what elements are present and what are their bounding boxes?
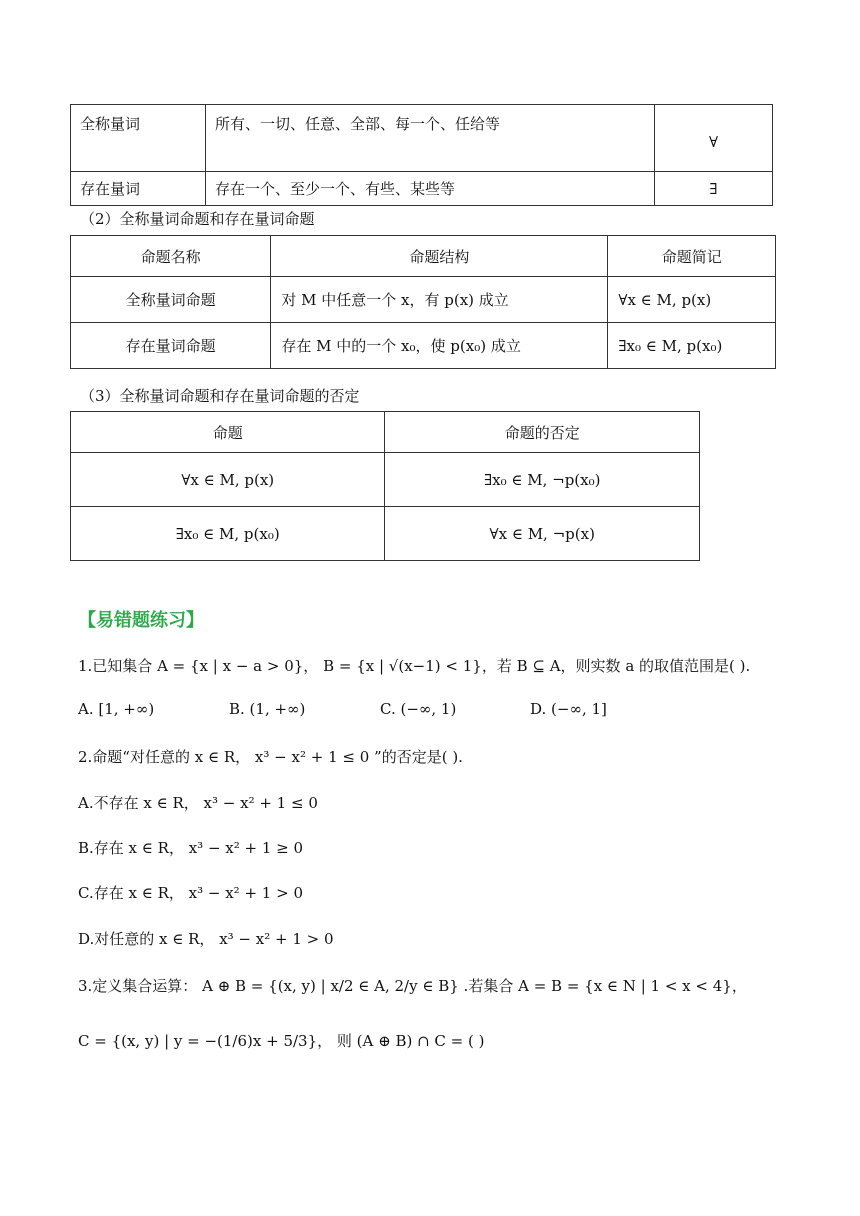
table-row [71, 105, 773, 172]
question-1-options [78, 700, 778, 718]
section-caption: （3）全称量词命题和存在量词命题的否定 [80, 387, 360, 405]
quantifier-name: 全称量词 [71, 105, 206, 172]
table-cell: ∃x₀ ∈ M, p(x₀) [71, 507, 385, 561]
question-1: 1.已知集合 A = {x | x − a > 0}， B = {x | √(x−1) < 1}，若 B ⊆ A，则实数 a 的取值范围是( ). [78, 657, 751, 675]
table-cell: ∃x₀ ∈ M, ¬p(x₀) [385, 453, 700, 507]
section-heading: 【易错题练习】 [78, 610, 204, 631]
option-c: C. (−∞, 1) [380, 700, 457, 718]
section-caption: （2）全称量词命题和存在量词命题 [80, 210, 315, 228]
table-cell: 存在量词命题 [71, 323, 271, 369]
quantifier-table [70, 104, 773, 206]
option-d: D.对任意的 x ∈ R， x³ − x² + 1 > 0 [78, 930, 334, 948]
column-header: 命题的否定 [385, 412, 700, 453]
option-a: A. [1, +∞) [78, 700, 155, 718]
table-cell: ∀x ∈ M, ¬p(x) [385, 507, 700, 561]
column-header: 命题简记 [608, 236, 776, 277]
negation-table [70, 411, 700, 561]
quantifier-words: 存在一个、至少一个、有些、某些等 [206, 172, 655, 206]
table-cell: 全称量词命题 [71, 277, 271, 323]
question-2: 2.命题“对任意的 x ∈ R， x³ − x² + 1 ≤ 0 ”的否定是( ). [78, 748, 463, 766]
column-header: 命题 [71, 412, 385, 453]
option-c: C.存在 x ∈ R， x³ − x² + 1 > 0 [78, 884, 303, 902]
table-row [71, 277, 776, 323]
table-cell: ∃x₀ ∈ M, p(x₀) [608, 323, 776, 369]
table-header-row [71, 412, 700, 453]
quantifier-symbol: ∀ [655, 105, 773, 172]
table-header-row [71, 236, 776, 277]
table-row [71, 323, 776, 369]
table-row [71, 172, 773, 206]
option-b: B. (1, +∞) [229, 700, 306, 718]
table-cell: 存在 M 中的一个 x₀，使 p(x₀) 成立 [271, 323, 608, 369]
column-header: 命题结构 [271, 236, 608, 277]
table-cell: 对 M 中任意一个 x，有 p(x) 成立 [271, 277, 608, 323]
question-3: 3.定义集合运算： A ⊕ B = {(x, y) | x/2 ∈ A, 2/y ∈ B} .若集合 A = B = {x ∈ N | 1 < x < 4}， [78, 977, 747, 995]
option-a: A.不存在 x ∈ R， x³ − x² + 1 ≤ 0 [78, 794, 318, 812]
option-d: D. (−∞, 1] [530, 700, 607, 718]
quantifier-name: 存在量词 [71, 172, 206, 206]
question-3-continued: C = {(x, y) | y = −(1/6)x + 5/3}， 则 (A ⊕ B) ∩ C = ( ) [78, 1032, 485, 1050]
table-row [71, 453, 700, 507]
quantifier-symbol: ∃ [655, 172, 773, 206]
table-cell: ∀x ∈ M, p(x) [71, 453, 385, 507]
option-b: B.存在 x ∈ R， x³ − x² + 1 ≥ 0 [78, 839, 304, 857]
table-row [71, 507, 700, 561]
table-cell: ∀x ∈ M, p(x) [608, 277, 776, 323]
column-header: 命题名称 [71, 236, 271, 277]
quantifier-words: 所有、一切、任意、全部、每一个、任给等 [206, 105, 655, 172]
proposition-table [70, 235, 776, 369]
